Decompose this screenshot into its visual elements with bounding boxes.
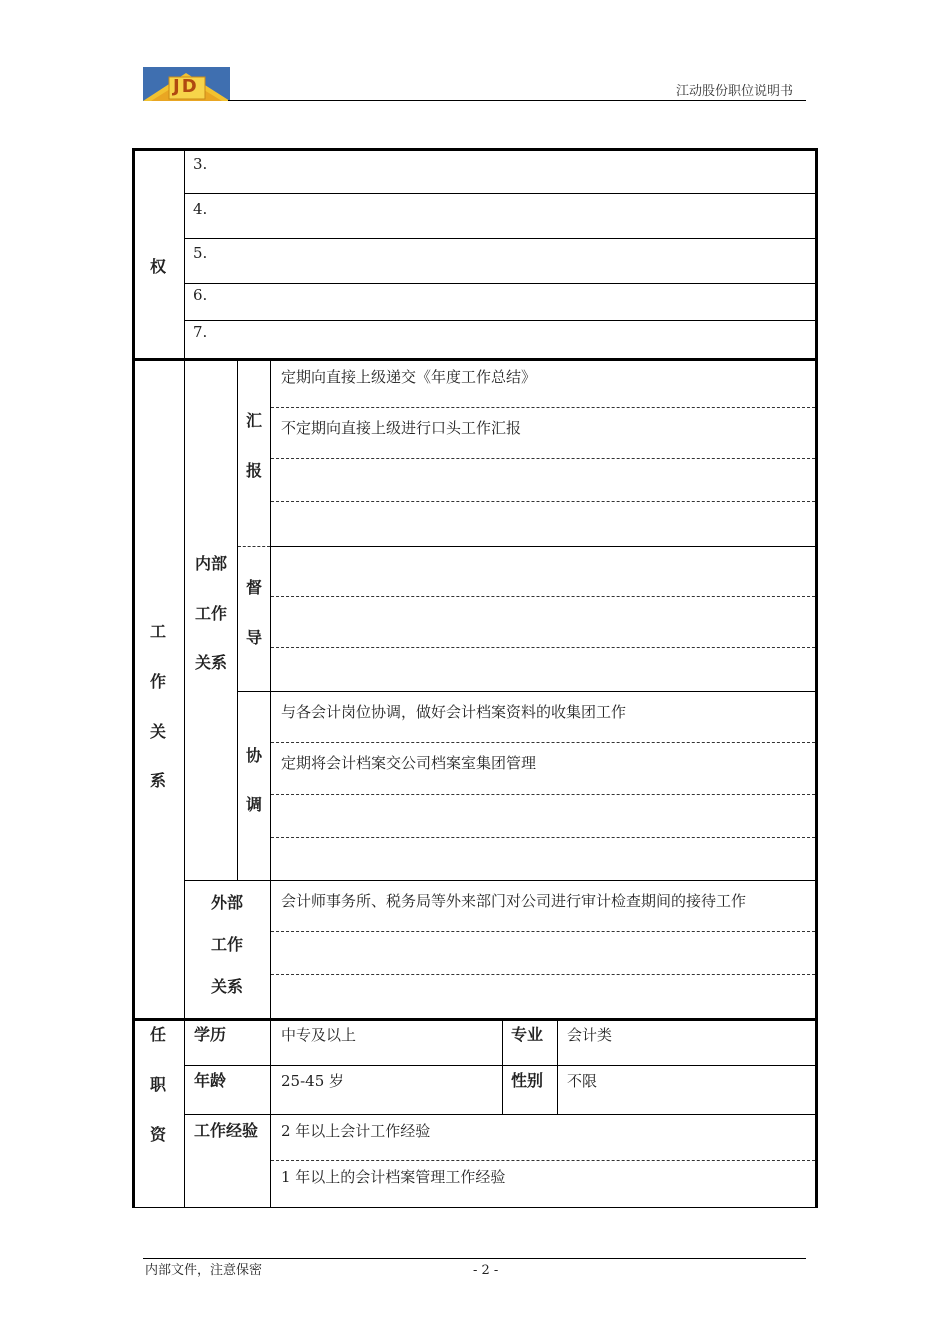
header-rule [228, 100, 806, 101]
row-divider [185, 238, 815, 239]
row-divider [271, 596, 815, 597]
external-relations-label: 工作 [211, 935, 244, 954]
logo-text: JD [173, 76, 199, 97]
internal-relations-label: 关系 [195, 653, 228, 672]
experience-label: 工作经验 [194, 1121, 259, 1140]
row-divider [271, 742, 815, 743]
cell-divider [557, 1019, 558, 1115]
external-relations-label: 关系 [211, 977, 244, 996]
coordinate-label: 调 [246, 795, 263, 814]
age-value: 25-45 岁 [281, 1072, 345, 1090]
category-column-divider [184, 148, 185, 1208]
document-title: 江动股份职位说明书 [676, 84, 794, 99]
row-divider [271, 974, 815, 975]
row-divider [271, 407, 815, 408]
row-divider [271, 931, 815, 932]
authority-item: 5. [193, 244, 208, 262]
table-bottom-border [132, 1207, 818, 1208]
qualification-label: 资 [150, 1125, 167, 1144]
row-divider [271, 546, 815, 547]
table-left-border [132, 148, 135, 1208]
cell-divider [502, 1019, 503, 1115]
row-divider [185, 320, 815, 321]
authority-item: 4. [193, 200, 208, 218]
footer-confidential: 内部文件，注意保密 [145, 1263, 263, 1278]
work-relations-label: 系 [150, 771, 167, 790]
content-divider [270, 358, 271, 1208]
education-label: 学历 [194, 1025, 227, 1044]
report-row: 不定期向直接上级进行口头工作汇报 [281, 419, 522, 437]
row-divider [271, 647, 815, 648]
report-row: 定期向直接上级递交《年度工作总结》 [281, 368, 537, 386]
row-divider [185, 1114, 815, 1115]
section-divider [132, 358, 818, 361]
row-divider [271, 794, 815, 795]
age-label: 年龄 [194, 1071, 227, 1090]
authority-label: 权 [150, 257, 167, 276]
coordinate-row: 定期将会计档案交公司档案室集团管理 [281, 754, 537, 772]
authority-item: 3. [193, 155, 208, 173]
row-divider [185, 193, 815, 194]
internal-relations-label: 工作 [195, 604, 228, 623]
report-label: 汇 [246, 411, 263, 430]
footer-rule [143, 1258, 806, 1259]
row-divider [271, 458, 815, 459]
major-value: 会计类 [567, 1026, 613, 1044]
experience-row: 1 年以上的会计档案管理工作经验 [281, 1168, 506, 1186]
gender-value: 不限 [567, 1072, 598, 1090]
row-divider [238, 691, 815, 692]
coordinate-label: 协 [246, 746, 263, 765]
section-divider [132, 1018, 818, 1021]
major-label: 专业 [511, 1025, 544, 1044]
row-divider [185, 283, 815, 284]
row-divider [185, 1065, 815, 1066]
authority-item: 7. [193, 323, 208, 341]
experience-row: 2 年以上会计工作经验 [281, 1122, 431, 1140]
work-relations-label: 工 [150, 622, 167, 641]
supervise-label: 导 [246, 628, 263, 647]
table-right-border [815, 148, 818, 1208]
education-value: 中专及以上 [281, 1026, 357, 1044]
gender-label: 性别 [511, 1071, 544, 1090]
report-label: 报 [246, 461, 263, 480]
row-divider [271, 501, 815, 502]
row-divider [185, 880, 815, 881]
internal-relations-label: 内部 [195, 554, 228, 573]
supervise-label: 督 [246, 578, 263, 597]
external-row: 会计师事务所、税务局等外来部门对公司进行审计检查期间的接待工作 [281, 892, 747, 910]
qualification-label: 职 [150, 1075, 167, 1094]
subcategory-divider [238, 546, 270, 547]
work-relations-label: 关 [150, 722, 167, 741]
qualification-label: 任 [150, 1025, 167, 1044]
authority-item: 6. [193, 286, 208, 304]
row-divider [271, 837, 815, 838]
work-relations-label: 作 [150, 672, 167, 691]
subcategory-divider [237, 358, 238, 880]
table-top-border [132, 148, 818, 151]
coordinate-row: 与各会计岗位协调，做好会计档案资料的收集团工作 [281, 703, 627, 721]
company-logo [143, 67, 230, 101]
external-relations-label: 外部 [211, 893, 244, 912]
row-divider [271, 1160, 815, 1161]
page-number: - 2 - [473, 1263, 499, 1278]
